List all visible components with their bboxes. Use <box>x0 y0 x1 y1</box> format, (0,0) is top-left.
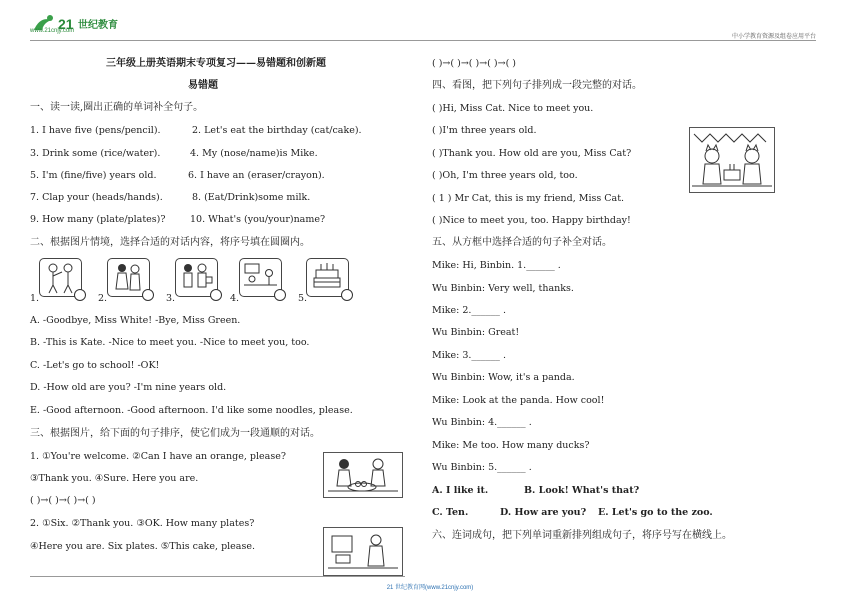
s3-q2-line2: ④Here you are. Six plates. ⑤This cake, please. <box>30 541 255 552</box>
s5-option-d: D. How are you? <box>500 507 587 518</box>
s1-item-10: 10. What's (you/your)name? <box>190 214 326 225</box>
s5-option-b: B. Look! What's that? <box>524 485 640 496</box>
dialogue-line-3: Mike: 2.______ . <box>432 305 506 316</box>
s2-option-d: D. -How old are you? -I'm nine years old. <box>30 382 227 393</box>
picture-label-5: 5. <box>298 293 308 304</box>
s2-option-c: C. -Let's go to school! -OK! <box>30 360 160 371</box>
s3-q1-order: ( )→( )→( )→( ) <box>30 495 96 506</box>
s4-item-5: ( 1 ) Mr Cat, this is my friend, Miss Cat. <box>432 193 625 204</box>
s3-q1-line1: 1. ①You're welcome. ②Can I have an orange, please? <box>30 451 286 462</box>
section-subtitle: 易错题 <box>188 80 218 91</box>
logo-url: www.21cnjy.com <box>30 28 75 34</box>
answer-circle-4[interactable] <box>274 289 286 301</box>
picture-label-4: 4. <box>230 293 240 304</box>
s1-item-1: 1. I have five (pens/pencil). <box>30 125 161 136</box>
header-divider <box>30 40 816 41</box>
cake-shop-scene <box>323 527 403 576</box>
s1-item-6: 6. I have an (eraser/crayon). <box>188 170 325 181</box>
s4-item-6: ( )Nice to meet you, too. Happy birthday! <box>432 215 631 226</box>
dialogue-line-8: Wu Binbin: 4.______ . <box>432 417 532 428</box>
section-6-heading: 六、连词成句，把下列单词重新排列组成句子，将序号写在横线上。 <box>432 530 732 541</box>
s2-option-e: E. -Good afternoon. -Good afternoon. I'd like some noodles, please. <box>30 405 353 416</box>
dialogue-line-9: Mike: Me too. How many ducks? <box>432 440 590 451</box>
s5-option-a: A. I like it. <box>432 485 489 496</box>
s3-q2-line1: 2. ①Six. ②Thank you. ③OK. How many plates? <box>30 518 255 529</box>
s1-item-7: 7. Clap your (heads/hands). <box>30 192 163 203</box>
page-title: 三年级上册英语期末专项复习——易错题和创新题 <box>106 58 326 69</box>
s2-option-a: A. -Goodbye, Miss White! -Bye, Miss Green. <box>30 315 241 326</box>
s5-option-c: C. Ten. <box>432 507 469 518</box>
dialogue-line-5: Mike: 3.______ . <box>432 350 506 361</box>
section-4-heading: 四、看图，把下列句子排列成一段完整的对话。 <box>432 80 642 91</box>
s1-item-9: 9. How many (plate/plates)? <box>30 214 166 225</box>
site-slogan: 中小学教育资源及组卷应用平台 <box>731 34 816 40</box>
dialogue-line-2: Wu Binbin: Very well, thanks. <box>432 283 574 294</box>
dialogue-line-1: Mike: Hi, Binbin. 1.______ . <box>432 260 561 271</box>
s3-q2-order: ( )→( )→( )→( )→( ) <box>432 58 517 69</box>
section-3-heading: 三、根据图片，给下面的句子排序，使它们成为一段通顺的对话。 <box>30 428 320 439</box>
dialogue-line-7: Mike: Look at the panda. How cool! <box>432 395 605 406</box>
site-logo <box>30 12 150 38</box>
svg-text:21: 21 <box>58 16 74 32</box>
s3-q1-line2: ③Thank you. ④Sure. Here you are. <box>30 473 199 484</box>
answer-circle-3[interactable] <box>210 289 222 301</box>
s4-item-2: ( )I'm three years old. <box>432 125 537 136</box>
s5-option-e: E. Let's go to the zoo. <box>598 507 713 518</box>
s4-item-4: ( )Oh, I'm three years old, too. <box>432 170 578 181</box>
picture-label-1: 1. <box>30 293 40 304</box>
picture-label-3: 3. <box>166 293 176 304</box>
s1-item-8: 8. (Eat/Drink)some milk. <box>192 192 311 203</box>
footer-text: 21 世纪教育网(www.21cnjy.com) <box>386 585 474 591</box>
picture-label-2: 2. <box>98 293 108 304</box>
answer-circle-5[interactable] <box>341 289 353 301</box>
svg-text:世纪教育: 世纪教育 <box>78 20 118 31</box>
section-2-heading: 二、根据图片情境，选择合适的对话内容，将序号填在圆圈内。 <box>30 237 310 248</box>
fruit-shop-scene <box>323 452 403 498</box>
s4-item-3: ( )Thank you. How old are you, Miss Cat? <box>432 148 632 159</box>
answer-circle-2[interactable] <box>142 289 154 301</box>
cats-birthday-scene <box>689 127 775 193</box>
cake-shop-icon <box>324 528 402 575</box>
answer-circle-1[interactable] <box>74 289 86 301</box>
fruit-shop-icon <box>324 453 402 497</box>
dialogue-line-10: Wu Binbin: 5.______ . <box>432 462 532 473</box>
cats-birthday-icon <box>690 128 774 192</box>
s1-item-3: 3. Drink some (rice/water). <box>30 148 161 159</box>
dialogue-line-4: Wu Binbin: Great! <box>432 327 520 338</box>
s4-item-1: ( )Hi, Miss Cat. Nice to meet you. <box>432 103 594 114</box>
s2-option-b: B. -This is Kate. -Nice to meet you. -Nice to meet you, too. <box>30 337 310 348</box>
section-1-heading: 一、读一读,圈出正确的单词补全句子。 <box>30 102 204 113</box>
section-5-heading: 五、从方框中选择合适的句子补全对话。 <box>432 237 612 248</box>
s1-item-5: 5. I'm (fine/five) years old. <box>30 170 157 181</box>
s1-item-2: 2. Let's eat the birthday (cat/cake). <box>192 125 362 136</box>
s1-item-4: 4. My (nose/name)is Mike. <box>190 148 318 159</box>
footer-divider <box>30 576 405 577</box>
dialogue-line-6: Wu Binbin: Wow, it's a panda. <box>432 372 575 383</box>
